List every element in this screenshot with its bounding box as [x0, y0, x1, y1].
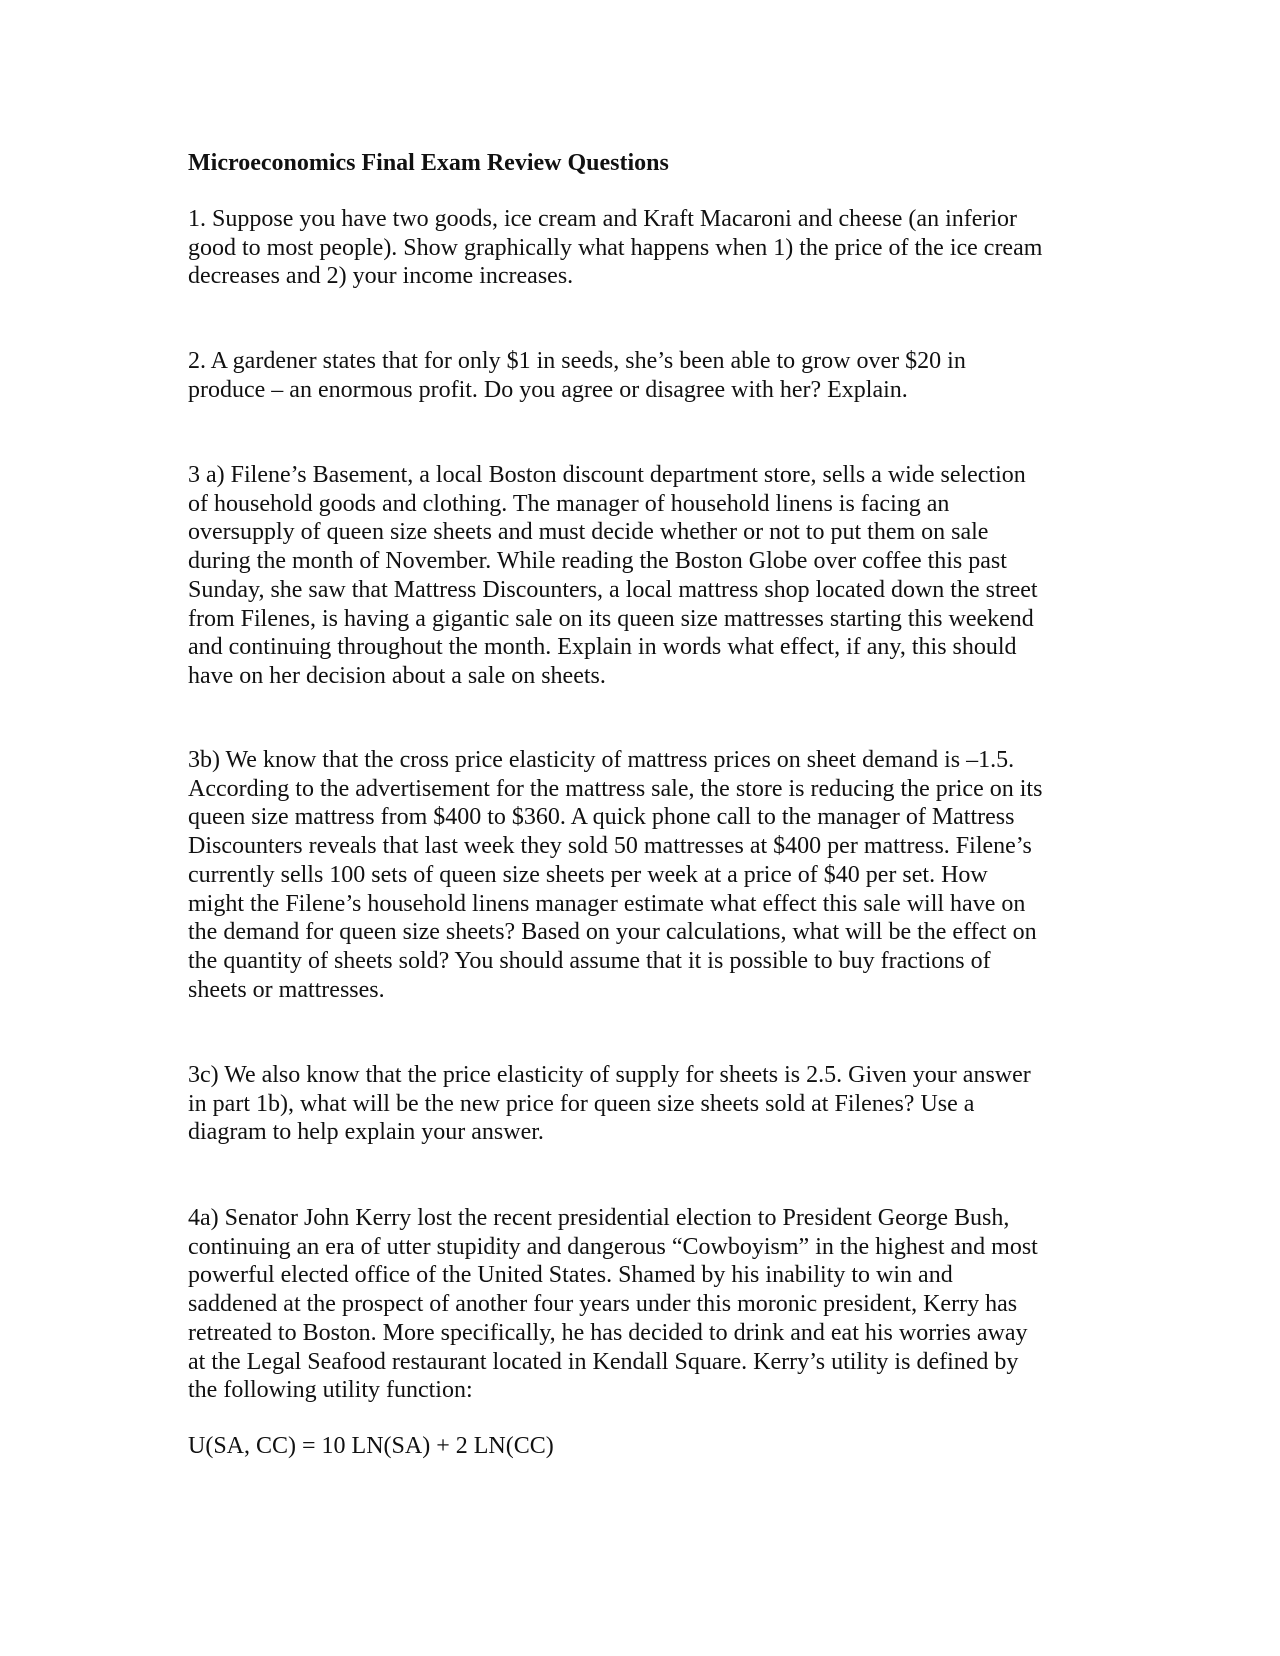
- question-3a-line-8: have on her decision about a sale on sheets.: [188, 662, 606, 689]
- question-3a: [188, 461, 1088, 691]
- question-2-line-2: produce – an enormous profit. Do you agree or disagree with her? Explain.: [188, 376, 908, 403]
- question-4a-line-5: retreated to Boston. More specifically, he has decided to drink and eat his worries away: [188, 1319, 1028, 1346]
- question-3c-line-2: in part 1b), what will be the new price for queen size sheets sold at Filenes? Use a: [188, 1090, 975, 1117]
- utility-formula: [188, 1432, 1088, 1461]
- question-1: [188, 205, 1088, 291]
- question-3b-line-3: queen size mattress from $400 to $360. A quick phone call to the manager of Mattress: [188, 804, 1015, 831]
- question-3b-line-7: the demand for queen size sheets? Based on your calculations, what will be the effect on: [188, 919, 1037, 946]
- utility-formula-text: U(SA, CC) = 10 LN(SA) + 2 LN(CC): [188, 1433, 554, 1459]
- question-1-line-1: 1. Suppose you have two goods, ice cream and Kraft Macaroni and cheese (an inferior: [188, 206, 1018, 232]
- question-4a-line-1: 4a) Senator John Kerry lost the recent presidential election to President George Bush,: [188, 1205, 1010, 1231]
- question-4a-line-7: the following utility function:: [188, 1377, 473, 1404]
- question-4a-line-6: at the Legal Seafood restaurant located in Kendall Square. Kerry’s utility is defined by: [188, 1348, 1019, 1375]
- question-3b-line-9: sheets or mattresses.: [188, 976, 385, 1003]
- question-3b-line-5: currently sells 100 sets of queen size sheets per week at a price of $40 per set. How: [188, 861, 988, 888]
- question-3b-line-4: Discounters reveals that last week they sold 50 mattresses at $400 per mattress. Filene’s: [188, 833, 1032, 860]
- question-3c-line-1: 3c) We also know that the price elasticity of supply for sheets is 2.5. Given your answer: [188, 1062, 1031, 1088]
- question-4a-line-2: continuing an era of utter stupidity and dangerous “Cowboyism” in the highest and most: [188, 1233, 1038, 1260]
- question-2: [188, 347, 1088, 404]
- question-3a-line-7: and continuing throughout the month. Explain in words what effect, if any, this should: [188, 634, 1017, 661]
- question-3c-line-3: diagram to help explain your answer.: [188, 1119, 544, 1146]
- page-title: Microeconomics Final Exam Review Questions: [188, 150, 669, 176]
- question-2-line-1: 2. A gardener states that for only $1 in seeds, she’s been able to grow over $20 in: [188, 348, 966, 374]
- question-3b-line-6: might the Filene’s household linens manager estimate what effect this sale will have on: [188, 890, 1026, 917]
- question-4a-line-3: powerful elected office of the United States. Shamed by his inability to win and: [188, 1262, 953, 1289]
- question-3a-line-6: from Filenes, is having a gigantic sale on its queen size mattresses starting this weekend: [188, 605, 1034, 632]
- question-3a-line-1: 3 a) Filene’s Basement, a local Boston discount department store, sells a wide selection: [188, 462, 1026, 488]
- question-3a-line-5: Sunday, she saw that Mattress Discounters, a local mattress shop located down the street: [188, 576, 1038, 603]
- question-4a-line-4: saddened at the prospect of another four years under this moronic president, Kerry has: [188, 1291, 1018, 1318]
- question-3b-line-8: the quantity of sheets sold? You should assume that it is possible to buy fractions of: [188, 947, 991, 974]
- question-3a-line-2: of household goods and clothing. The manager of household linens is facing an: [188, 490, 950, 517]
- question-3a-line-3: oversupply of queen size sheets and must decide whether or not to put them on sale: [188, 519, 989, 546]
- question-1-line-2: good to most people). Show graphically what happens when 1) the price of the ice cream: [188, 234, 1043, 261]
- question-3b-line-1: 3b) We know that the cross price elasticity of mattress prices on sheet demand is –1.5.: [188, 747, 1015, 773]
- question-1-line-3: decreases and 2) your income increases.: [188, 263, 574, 290]
- question-3a-line-4: during the month of November. While reading the Boston Globe over coffee this past: [188, 548, 1007, 575]
- question-3b: [188, 746, 1088, 1004]
- question-4a: [188, 1204, 1088, 1405]
- question-3b-line-2: According to the advertisement for the mattress sale, the store is reducing the price on its: [188, 775, 1043, 802]
- question-3c: [188, 1061, 1088, 1147]
